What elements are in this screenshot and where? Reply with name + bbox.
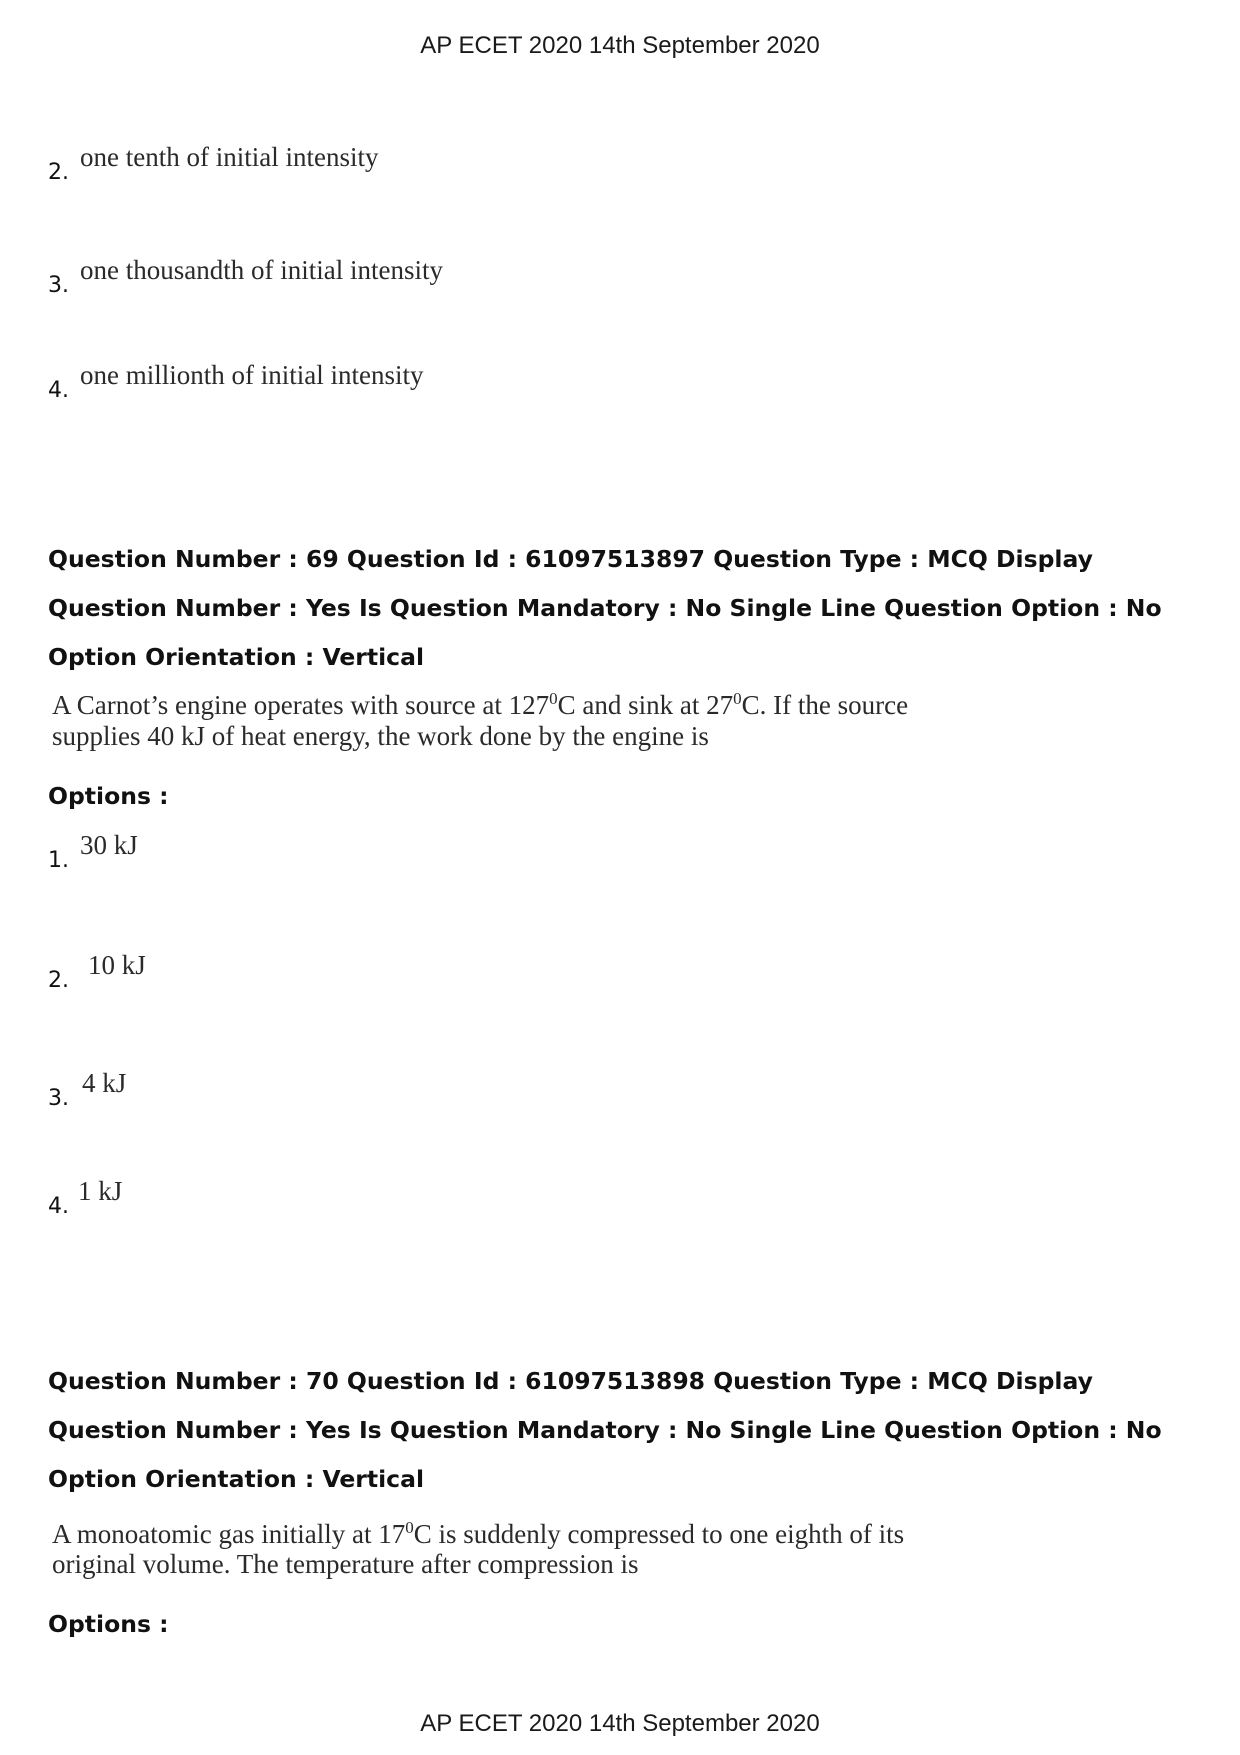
- page-header: AP ECET 2020 14th September 2020: [420, 32, 820, 59]
- option-number: 2.: [48, 968, 69, 993]
- option-number: 3.: [48, 273, 69, 298]
- option-text: one millionth of initial intensity: [80, 360, 424, 390]
- option-number: 4.: [48, 378, 69, 403]
- degree-superscript: 0: [405, 1518, 414, 1537]
- page-footer: AP ECET 2020 14th September 2020: [420, 1710, 820, 1737]
- degree-superscript: 0: [733, 689, 742, 708]
- q69-stem-text: A Carnot’s engine operates with source at 127: [52, 690, 550, 720]
- degree-superscript: 0: [549, 689, 558, 708]
- option-text: 30 kJ: [80, 830, 138, 860]
- q69-metadata: Question Number : 69 Question Id : 61097513897 Question Type : MCQ Display Question Number : Yes Is Question Mandatory : No Single Line Question Option : No Option Orientation : Vertical: [48, 545, 1162, 671]
- q69-stem-line-2: supplies 40 kJ of heat energy, the work done by the engine is: [52, 721, 709, 751]
- option-text: one tenth of initial intensity: [80, 142, 379, 172]
- q69-stem-text: C. If the source: [741, 690, 909, 720]
- q69-options-label: Options :: [48, 782, 169, 810]
- q70-stem-line-2: original volume. The temperature after compression is: [52, 1549, 639, 1579]
- q70-stem-text: A monoatomic gas initially at 17: [52, 1519, 406, 1549]
- q70-options-label: Options :: [48, 1610, 169, 1638]
- q69-stem-text: C and sink at 27: [557, 690, 734, 720]
- option-number: 4.: [48, 1194, 69, 1219]
- option-text: 1 kJ: [78, 1176, 123, 1206]
- option-text: 10 kJ: [88, 950, 146, 980]
- option-text: one thousandth of initial intensity: [80, 255, 443, 285]
- option-number: 2.: [48, 160, 69, 185]
- option-number: 1.: [48, 848, 69, 873]
- q70-stem-text: C is suddenly compressed to one eighth of its: [413, 1519, 905, 1549]
- option-number: 3.: [48, 1086, 69, 1111]
- q70-metadata: Question Number : 70 Question Id : 61097513898 Question Type : MCQ Display Question Number : Yes Is Question Mandatory : No Single Line Question Option : No Option Orientation : Vertical: [48, 1367, 1162, 1493]
- option-text: 4 kJ: [82, 1068, 127, 1098]
